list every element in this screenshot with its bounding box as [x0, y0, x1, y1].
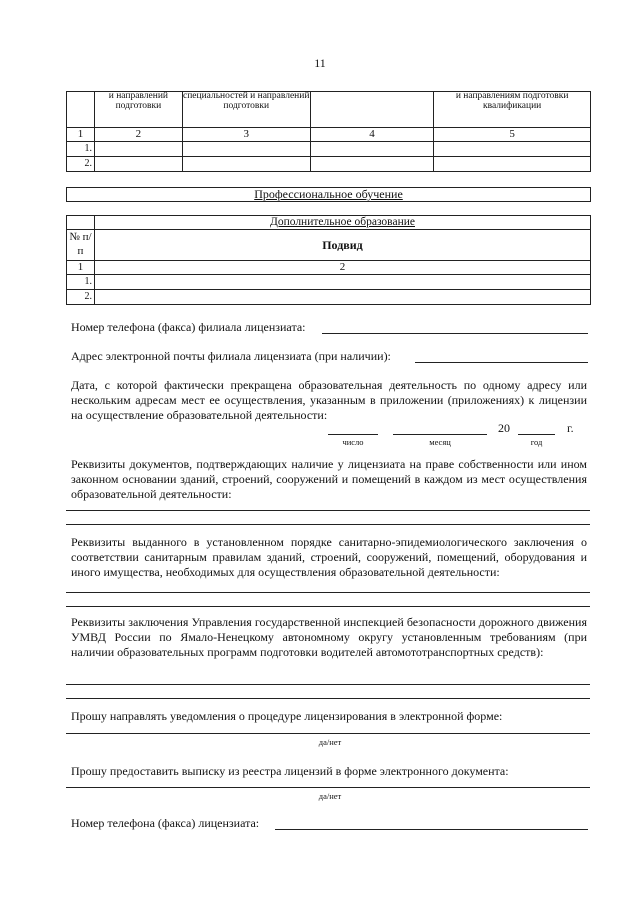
date-year-prefix: 20	[498, 421, 510, 435]
number-cell: 2	[94, 261, 590, 275]
row-number: 1.	[67, 142, 95, 157]
traffic-safety-label: Реквизиты заключения Управления государственной инспекцией безопасности дорожного движения УМВД России по Ямало-Ненецкому автономному округу установленным требованиям (при наличии образовательных программ подготовки водителей автомототранспортных средств):	[71, 615, 587, 659]
subtype-column-header: Подвид	[94, 230, 590, 261]
table-cell[interactable]	[94, 142, 182, 157]
table-cell[interactable]	[94, 275, 590, 290]
table-cell[interactable]	[434, 157, 591, 172]
property-documents-field-2[interactable]	[66, 524, 590, 525]
date-month-field[interactable]	[393, 434, 487, 435]
notify-electronic-field[interactable]	[66, 733, 590, 734]
sanitary-conclusion-label: Реквизиты выданного в установленном порядке санитарно-эпидемиологического заключения о соответствии санитарным правилам зданий, строений, сооружений, помещений, оборудования и иного имущества, необходимых для осуществления образовательной деятельности:	[71, 535, 587, 579]
header-cell: и направлениям подготовки квалификации	[434, 92, 591, 128]
page-number: 11	[314, 56, 326, 70]
branch-phone-field[interactable]	[322, 333, 588, 334]
property-documents-label: Реквизиты документов, подтверждающих наличие у лицензиата на праве собственности или ином законном основании зданий, строений, сооружений и помещений в каждом из мест осуществления образовательной деятельности:	[71, 457, 587, 501]
sanitary-conclusion-field[interactable]	[66, 592, 590, 593]
number-cell: 4	[310, 128, 434, 142]
branch-phone-label: Номер телефона (факса) филиала лицензиата:	[71, 320, 306, 334]
sanitary-conclusion-field-2[interactable]	[66, 606, 590, 607]
notify-yes-no-caption: да/нет	[318, 737, 342, 747]
additional-education-subtitle	[94, 216, 590, 230]
date-day-caption: число	[342, 437, 364, 447]
table-cell[interactable]	[182, 157, 310, 172]
table-cell[interactable]	[310, 157, 434, 172]
header-cell: специальностей и направлений подготовки	[182, 92, 310, 128]
subtitle-text: Дополнительное образование	[269, 216, 415, 228]
branch-email-label: Адрес электронной почты филиала лицензиата (при наличии):	[71, 349, 391, 363]
date-year-suffix: г.	[567, 421, 574, 435]
header-cell	[310, 92, 434, 128]
professional-training-title	[66, 187, 591, 202]
number-cell: 1	[67, 261, 95, 275]
programs-table	[66, 91, 591, 172]
table-row	[67, 290, 591, 305]
branch-email-field[interactable]	[415, 362, 588, 363]
registry-extract-label: Прошу предоставить выписку из реестра лицензий в форме электронного документа:	[71, 764, 509, 778]
number-cell: 3	[182, 128, 310, 142]
table-cell[interactable]	[310, 142, 434, 157]
table-number-row	[67, 261, 591, 275]
table-header-row	[67, 92, 591, 128]
header-cell: и направлений подготовки	[94, 92, 182, 128]
table-header-row	[67, 230, 591, 261]
number-cell: 1	[67, 128, 95, 142]
table-number-row	[67, 128, 591, 142]
property-documents-field[interactable]	[66, 510, 590, 511]
date-month-caption: месяц	[429, 437, 451, 447]
number-cell: 5	[434, 128, 591, 142]
table-subtitle-row	[67, 216, 591, 230]
table-row	[67, 142, 591, 157]
date-year-caption: год	[530, 437, 543, 447]
table-cell[interactable]	[182, 142, 310, 157]
row-number: 1.	[67, 275, 95, 290]
traffic-safety-field[interactable]	[66, 684, 590, 685]
notify-electronic-label: Прошу направлять уведомления о процедуре лицензирования в электронной форме:	[71, 709, 503, 723]
date-year-field[interactable]	[518, 434, 555, 435]
number-cell: 2	[94, 128, 182, 142]
termination-date-label: Дата, с которой фактически прекращена образовательная деятельность по одному адресу или нескольким адресам мест ее осуществления, указанным в приложении (приложениях) к лицензии на осуществление образовательной деятельности:	[71, 378, 587, 422]
number-column-header: № п/п	[67, 230, 95, 261]
extract-yes-no-caption: да/нет	[318, 791, 342, 801]
table-cell[interactable]	[434, 142, 591, 157]
empty-cell	[67, 216, 95, 230]
licensee-phone-label: Номер телефона (факса) лицензиата:	[71, 816, 260, 830]
table-row	[67, 275, 591, 290]
licensee-phone-field[interactable]	[275, 829, 588, 830]
traffic-safety-field-2[interactable]	[66, 698, 590, 699]
professional-training-label: Профессиональное обучение	[254, 187, 403, 201]
table-row	[67, 157, 591, 172]
date-day-field[interactable]	[328, 434, 378, 435]
row-number: 2.	[67, 157, 95, 172]
row-number: 2.	[67, 290, 95, 305]
table-cell[interactable]	[94, 290, 590, 305]
header-cell	[67, 92, 95, 128]
registry-extract-field[interactable]	[66, 787, 590, 788]
table-cell[interactable]	[94, 157, 182, 172]
additional-education-table	[66, 215, 591, 305]
